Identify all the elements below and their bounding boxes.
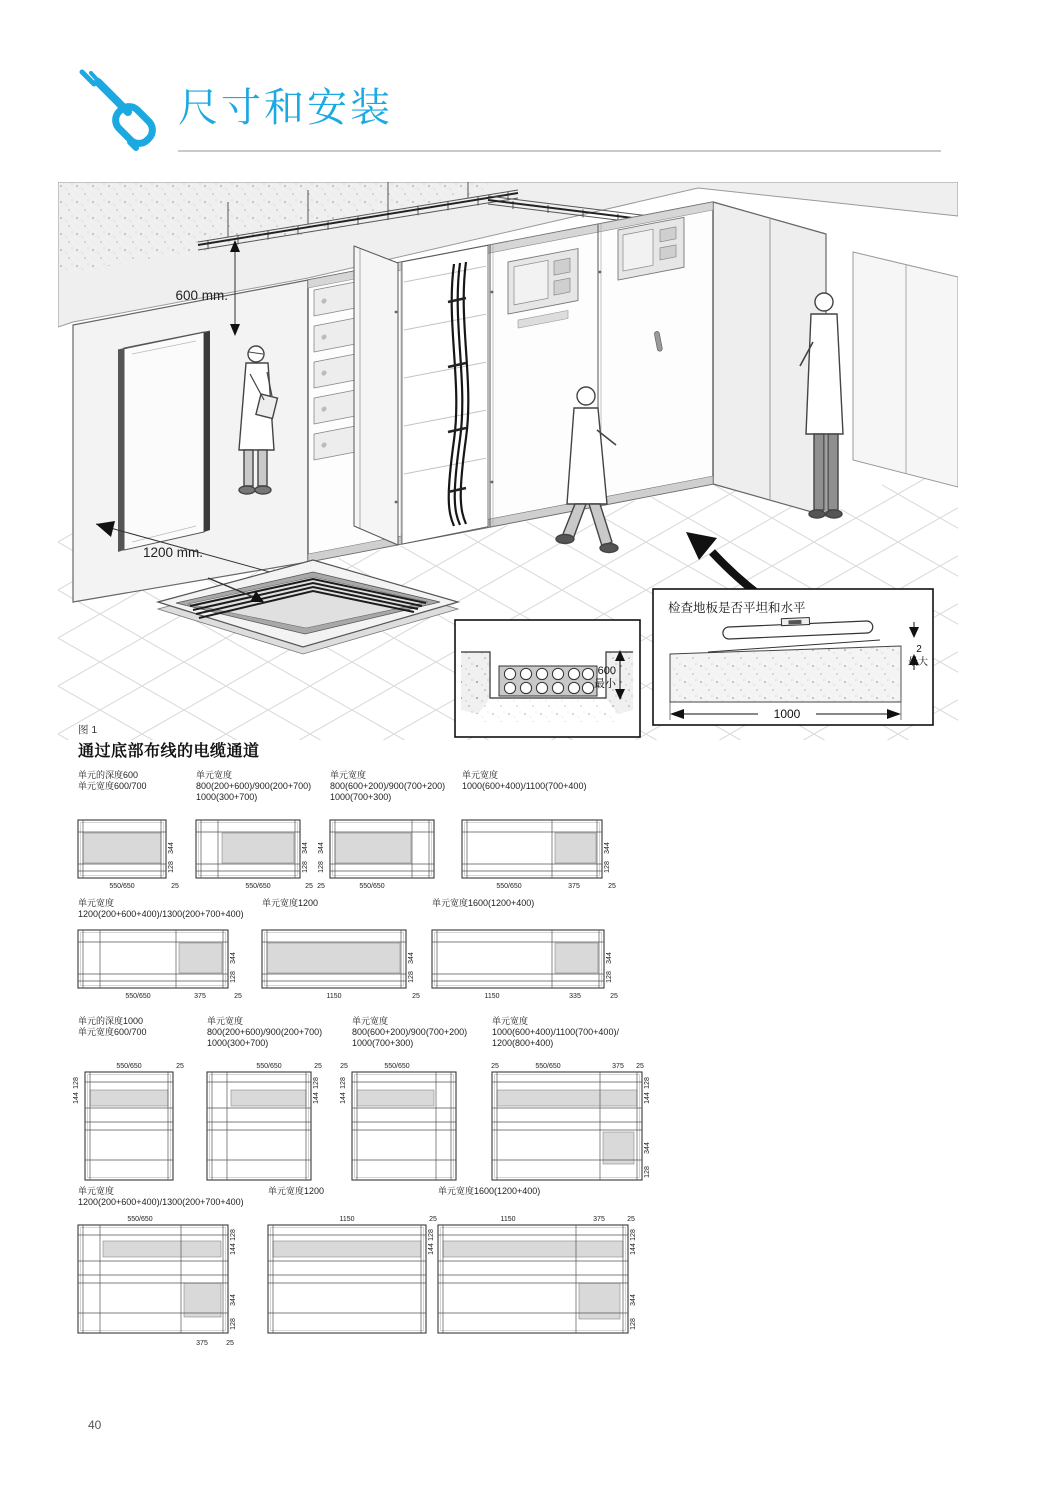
- svg-text:600: 600: [597, 665, 616, 677]
- page-title: 尺寸和安装: [178, 86, 393, 130]
- figure-caption: 图 1: [78, 724, 98, 736]
- dimension-value: 25: [340, 1063, 348, 1070]
- dimension-value: 550/650: [116, 1063, 142, 1070]
- diagram-label: 单元宽度 800(200+600)/900(200+700) 1000(300+700): [196, 770, 312, 802]
- unit-diagram: [416, 1211, 666, 1353]
- svg-text:2: 2: [916, 644, 922, 655]
- dimension-value: 375: [612, 1063, 624, 1070]
- dimension-value: 128: [630, 1318, 637, 1330]
- diagram-label: 单元宽度1200: [262, 898, 319, 908]
- dimension-value: 144: [630, 1243, 637, 1255]
- dimension-value: 128: [604, 861, 611, 873]
- dimension-value: 25: [610, 993, 618, 1000]
- diagram-label: 单元宽度 1200(200+600+400)/1300(200+700+400): [78, 898, 244, 919]
- dimension-value: 128: [630, 1229, 637, 1241]
- dimension-value: 128: [230, 971, 237, 983]
- diagram-label: 单元的深度600 单元宽度600/700: [78, 770, 147, 791]
- diagram-label: 单元的深度1000 单元宽度600/700: [78, 1016, 147, 1037]
- dimension-value: 25: [627, 1216, 635, 1223]
- dimension-value: 144: [313, 1092, 320, 1104]
- dimension-value: 344: [318, 842, 325, 854]
- dimension-value: 128: [318, 861, 325, 873]
- dimension-value: 25: [429, 1216, 437, 1223]
- dimension-value: 550/650: [384, 1063, 410, 1070]
- dimension-value: 344: [230, 1294, 237, 1306]
- section-heading: 通过底部布线的电缆通道: [78, 743, 260, 760]
- dimension-value: 144: [73, 1092, 80, 1104]
- dimension-value: 25: [608, 883, 616, 890]
- unit-diagram: [440, 806, 640, 898]
- unit-diagram: [56, 916, 266, 1008]
- svg-text:600 mm.: 600 mm.: [175, 288, 228, 303]
- dimension-value: 344: [168, 842, 175, 854]
- dimension-value: 25: [412, 993, 420, 1000]
- dimension-value: 335: [569, 993, 581, 1000]
- dimension-value: 1150: [326, 993, 342, 1000]
- unit-diagram: [410, 916, 642, 1008]
- dimension-value: 550/650: [125, 993, 151, 1000]
- dimension-value: 128: [644, 1166, 651, 1178]
- dimension-value: 550/650: [127, 1216, 153, 1223]
- dimension-value: 25: [305, 883, 313, 890]
- dimension-value: 144: [428, 1243, 435, 1255]
- dimension-value: 1150: [500, 1216, 516, 1223]
- dimension-value: 25: [317, 883, 325, 890]
- dimension-value: 25: [176, 1063, 184, 1070]
- diagram-label: 单元宽度1600(1200+400): [438, 1186, 541, 1196]
- dimension-value: 375: [196, 1340, 208, 1347]
- dimension-value: 344: [630, 1294, 637, 1306]
- svg-text:最大: 最大: [908, 657, 928, 668]
- dimension-value: 344: [408, 952, 415, 964]
- dimension-value: 144: [230, 1243, 237, 1255]
- dimension-value: 128: [340, 1077, 347, 1089]
- dimension-value: 344: [302, 842, 309, 854]
- dimension-value: 128: [168, 861, 175, 873]
- dimension-value: 25: [491, 1063, 499, 1070]
- dimension-value: 550/650: [359, 883, 385, 890]
- dimension-value: 375: [568, 883, 580, 890]
- dimension-value: 375: [593, 1216, 605, 1223]
- diagram-label: 单元宽度 1000(600+400)/1100(700+400)/ 1200(800+400): [492, 1016, 619, 1048]
- dimension-value: 344: [604, 842, 611, 854]
- svg-text:1200 mm.: 1200 mm.: [143, 545, 204, 560]
- unit-diagram: [56, 1211, 266, 1353]
- dimension-value: 25: [636, 1063, 644, 1070]
- svg-text:最小: 最小: [594, 678, 616, 690]
- unit-diagram: [185, 1058, 349, 1200]
- diagram-label: 单元宽度 1000(600+400)/1100(700+400): [462, 770, 587, 791]
- diagram-label: 单元宽度 800(600+200)/900(700+200) 1000(700+300): [352, 1016, 468, 1048]
- dimension-value: 144: [644, 1092, 651, 1104]
- dimension-value: 25: [226, 1340, 234, 1347]
- dimension-value: 375: [194, 993, 206, 1000]
- dimension-value: 25: [314, 1063, 322, 1070]
- diagram-label: 单元宽度1600(1200+400): [432, 898, 535, 908]
- dimension-value: 25: [234, 993, 242, 1000]
- dimension-value: 550/650: [245, 883, 271, 890]
- dimension-value: 128: [313, 1077, 320, 1089]
- dimension-value: 1150: [339, 1216, 355, 1223]
- dimension-value: 550/650: [256, 1063, 282, 1070]
- dimension-value: 128: [230, 1229, 237, 1241]
- dimension-value: 550/650: [496, 883, 522, 890]
- svg-text:检查地板是否平坦和水平: 检查地板是否平坦和水平: [668, 601, 806, 615]
- dimension-value: 550/650: [535, 1063, 561, 1070]
- diagram-label: 单元宽度 800(200+600)/900(200+700) 1000(300+700): [207, 1016, 323, 1048]
- dimension-value: 128: [644, 1077, 651, 1089]
- dimension-value: 550/650: [109, 883, 135, 890]
- dimension-value: 128: [230, 1318, 237, 1330]
- dimension-value: 25: [171, 883, 179, 890]
- diagram-label: 单元宽度1200: [268, 1186, 325, 1196]
- dimension-value: 344: [606, 952, 613, 964]
- diagram-label: 单元宽度 1200(200+600+400)/1300(200+700+400): [78, 1186, 244, 1207]
- dimension-value: 344: [230, 952, 237, 964]
- svg-text:1000: 1000: [773, 707, 801, 721]
- page-number: 40: [88, 1418, 102, 1432]
- dimension-value: 128: [408, 971, 415, 983]
- dimension-value: 344: [644, 1142, 651, 1154]
- diagram-label: 单元宽度 800(600+200)/900(700+200) 1000(700+300): [330, 770, 446, 802]
- dimension-value: 144: [340, 1092, 347, 1104]
- dimension-value: 128: [302, 861, 309, 873]
- dimension-value: 1150: [484, 993, 500, 1000]
- dimension-value: 128: [73, 1077, 80, 1089]
- dimension-value: 128: [428, 1229, 435, 1241]
- unit-diagram: [470, 1058, 680, 1200]
- dimension-value: 128: [606, 971, 613, 983]
